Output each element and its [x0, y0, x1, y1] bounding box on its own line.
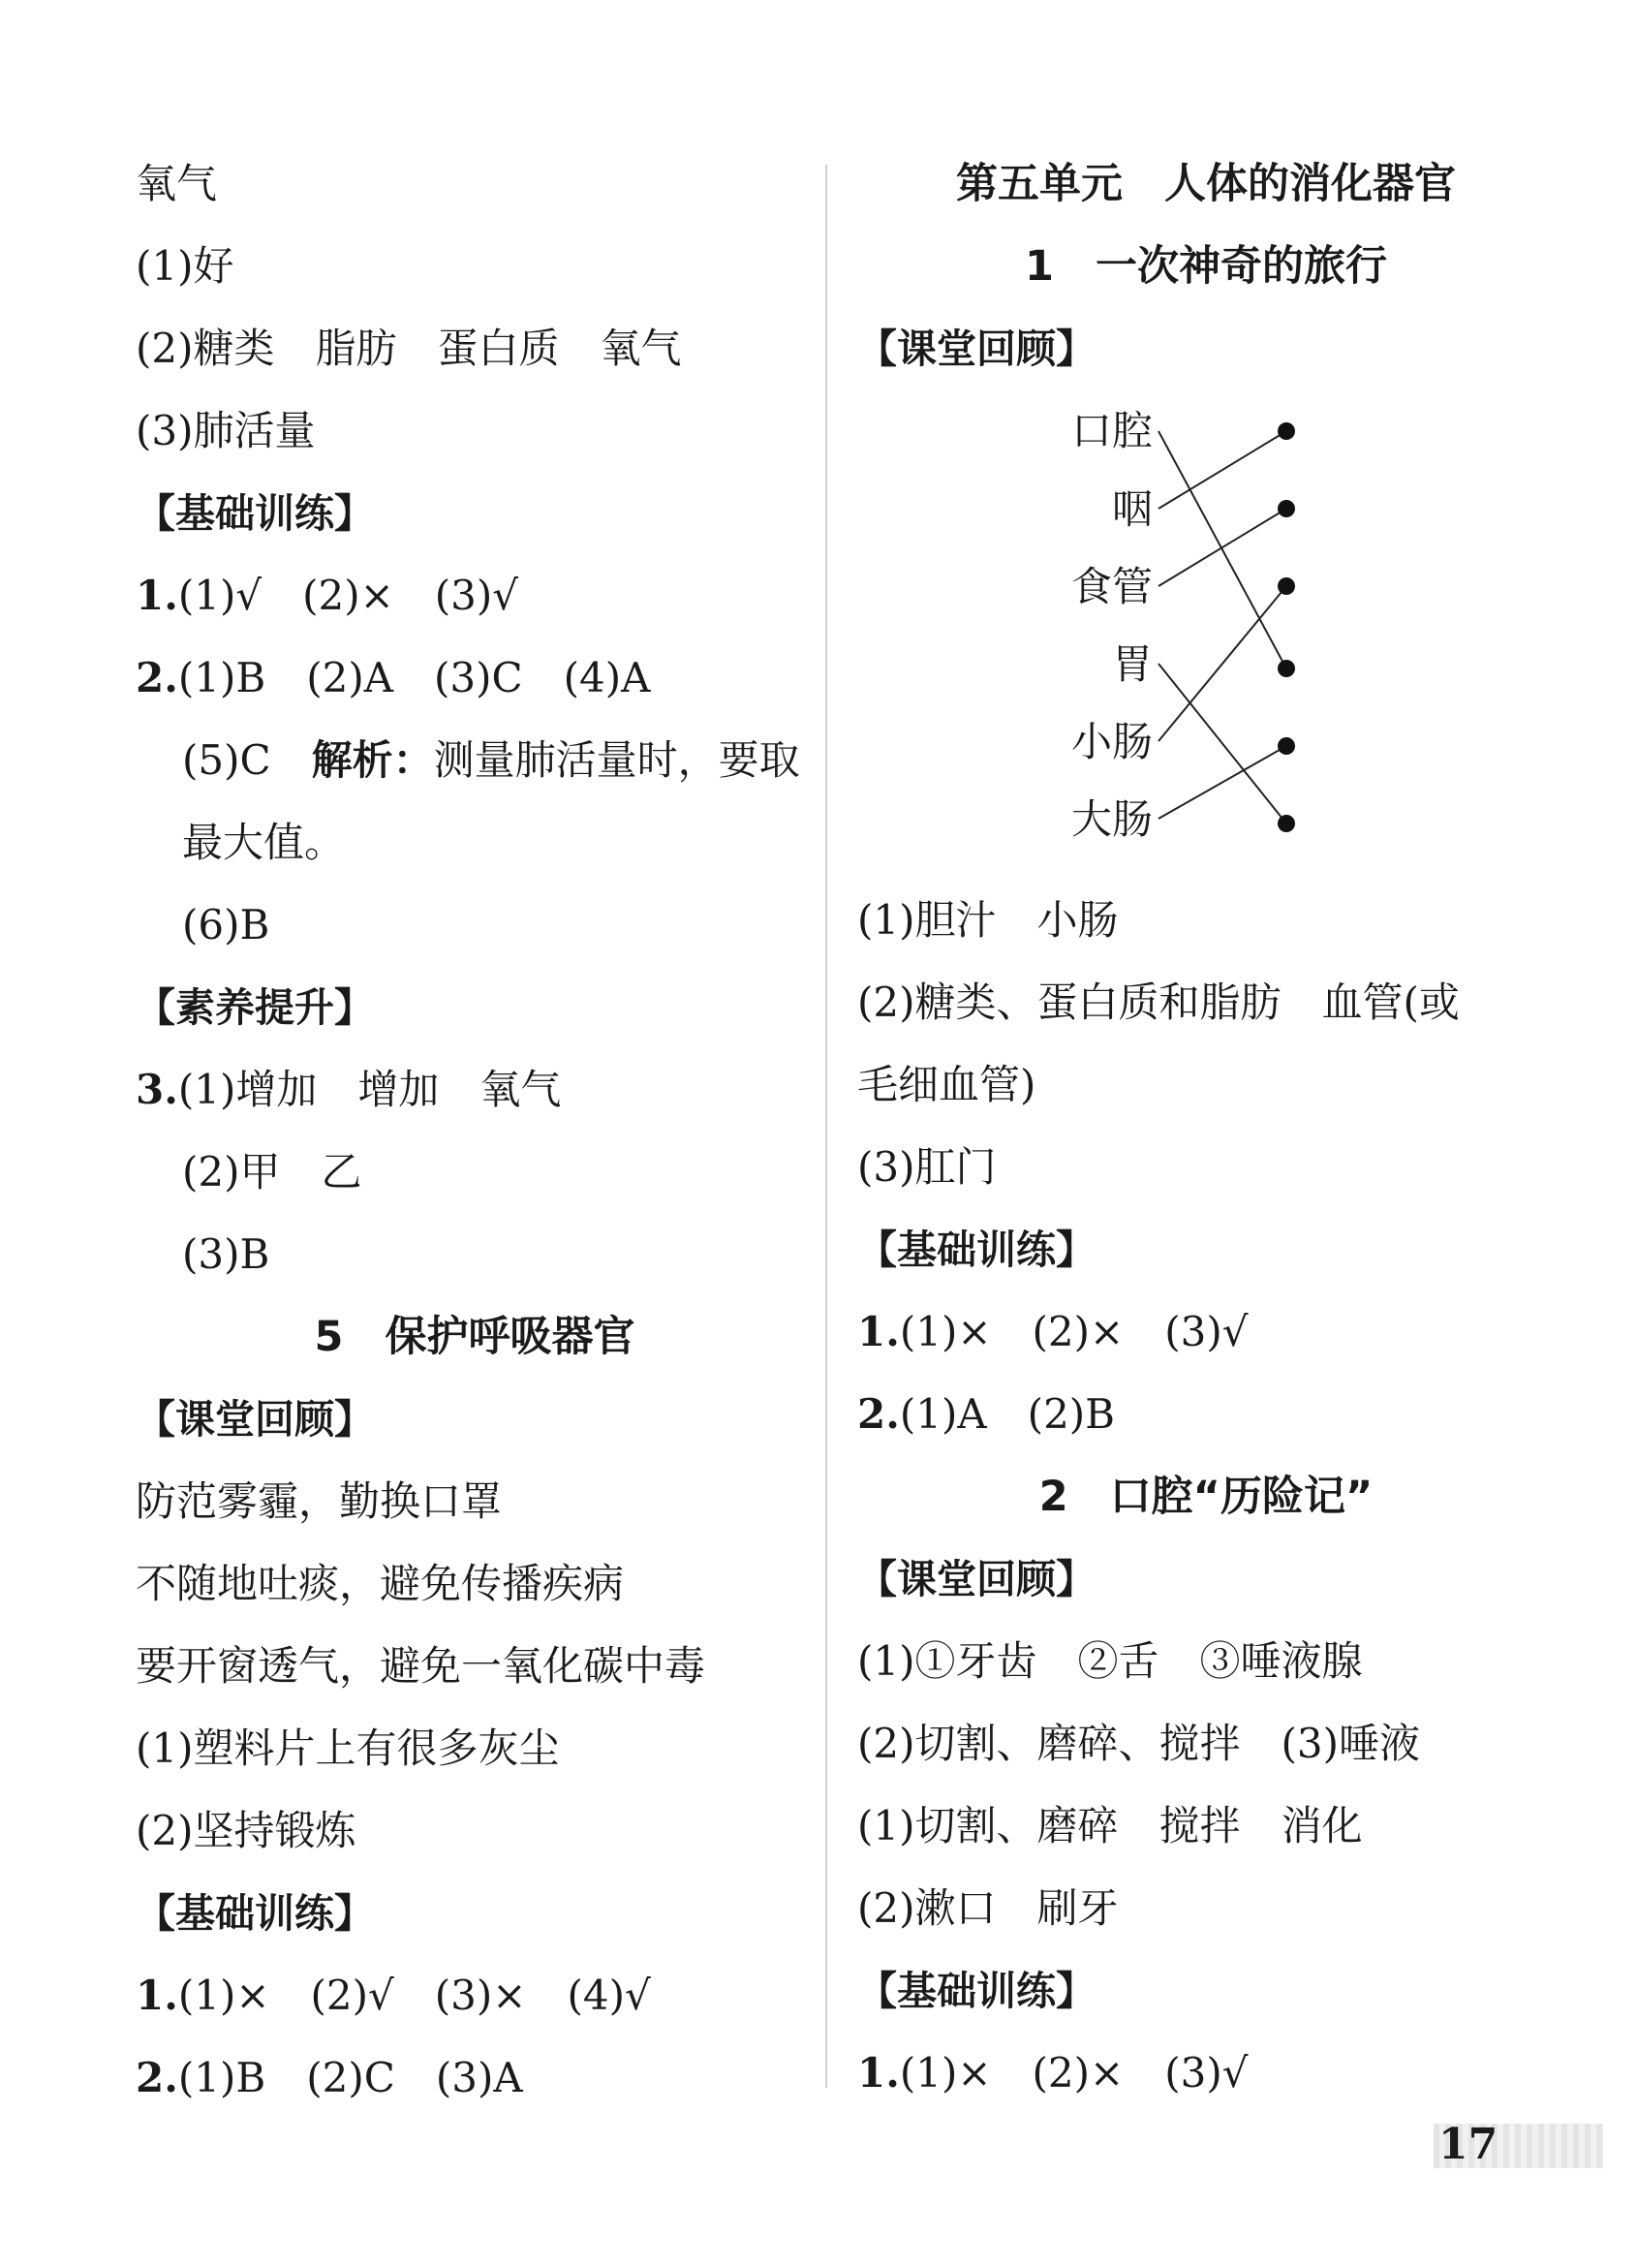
match-line	[1158, 431, 1286, 668]
question-answer: (1)A (2)B	[899, 1390, 1116, 1438]
question-number: 2.	[136, 654, 178, 701]
question-1	[136, 569, 518, 623]
question-answer: (1)增加 增加 氧气	[177, 1066, 562, 1113]
match-line	[1158, 431, 1286, 509]
answer-line: 氧气	[136, 160, 218, 207]
section-heading-basic: 【基础训练】	[136, 1890, 374, 1937]
question-number: 1.	[136, 572, 178, 619]
unit-title: 第五单元 人体的消化器官	[956, 160, 1456, 208]
lesson-1-title: 1 一次神奇的旅行	[1025, 242, 1387, 291]
section-heading-basic: 【基础训练】	[136, 490, 374, 537]
analysis-text: 测量肺活量时，要取	[433, 736, 800, 784]
match-dot	[1278, 577, 1295, 595]
lesson-5-title: 5 保护呼吸器官	[314, 1313, 635, 1361]
match-line	[1158, 509, 1286, 586]
match-line	[1158, 664, 1286, 823]
analysis-text: 最大值。	[182, 819, 346, 866]
section-heading-basic: 【基础训练】	[857, 1227, 1096, 1273]
match-label: 胃	[1111, 640, 1153, 688]
answer-line: (2)糖类 脂肪 蛋白质 氧气	[136, 325, 682, 372]
question-number: 3.	[136, 1066, 178, 1113]
answer-line: (1)①牙齿 ②舌 ③唾液腺	[857, 1637, 1363, 1685]
review-line: 不随地吐痰，避免传播疾病	[136, 1560, 625, 1607]
answer-line: 毛细血管)	[857, 1061, 1036, 1108]
review-line: 要开窗透气，避免一氧化碳中毒	[136, 1642, 706, 1690]
section-heading-review: 【课堂回顾】	[857, 1556, 1096, 1602]
column-divider	[825, 165, 827, 2088]
question-answer: (6)B	[182, 901, 270, 948]
answer-line: (1)切割、磨碎 搅拌 消化	[857, 1802, 1363, 1849]
question-number: 2.	[857, 1390, 900, 1438]
review-line: (2)坚持锻炼	[136, 1807, 356, 1854]
match-dot	[1278, 660, 1295, 677]
review-line: (1)塑料片上有很多灰尘	[136, 1724, 560, 1772]
question-answer: (1)√ (2)× (3)√	[177, 572, 519, 619]
match-label: 口腔	[1070, 407, 1153, 454]
match-line	[1158, 586, 1286, 741]
page-number: 17	[1438, 2120, 1498, 2169]
match-label: 咽	[1111, 485, 1153, 533]
lesson1-question-1	[857, 1305, 1249, 1359]
section-heading-basic: 【基础训练】	[857, 1968, 1096, 2014]
answer-line: (2)漱口 刷牙	[857, 1884, 1119, 1932]
question-answer: (2)甲 乙	[182, 1148, 362, 1196]
matching-diagram	[1056, 392, 1308, 857]
match-dot	[1278, 815, 1295, 832]
match-dot	[1278, 500, 1295, 517]
question-answer: (3)B	[182, 1230, 270, 1278]
question-answer: (1)× (2)× (3)√	[899, 2049, 1249, 2097]
answer-line: (2)糖类、蛋白质和脂肪 血管(或	[857, 979, 1460, 1026]
question-2-line2	[182, 733, 800, 788]
question-answer: (5)C	[182, 736, 312, 784]
lesson1-question-2	[857, 1387, 1115, 1442]
review-line: 防范雾霾，勤换口罩	[136, 1477, 503, 1525]
question-answer: (1)× (2)√ (3)× (4)√	[177, 1972, 651, 2019]
match-label: 食管	[1070, 563, 1153, 610]
question-2	[136, 651, 651, 705]
lesson-2-title: 2 口腔“历险记”	[1038, 1473, 1374, 1521]
section-heading-review: 【课堂回顾】	[136, 1396, 374, 1443]
match-label: 小肠	[1070, 718, 1153, 765]
analysis-label: 解析：	[311, 736, 434, 784]
match-label: 大肠	[1070, 795, 1153, 843]
lesson2-question-1	[857, 2046, 1249, 2100]
answer-line: (3)肛门	[857, 1143, 997, 1191]
question-answer: (1)B (2)C (3)A	[177, 2054, 523, 2101]
question-number: 1.	[857, 2049, 900, 2097]
match-dot	[1278, 422, 1295, 440]
section-heading-review: 【课堂回顾】	[857, 326, 1096, 372]
answer-line: (3)肺活量	[136, 407, 316, 454]
question-answer: (1)B (2)A (3)C (4)A	[177, 654, 651, 701]
match-dot	[1278, 737, 1295, 755]
answer-line: (1)胆汁 小肠	[857, 896, 1119, 944]
section-heading-improve: 【素养提升】	[136, 984, 374, 1031]
lesson5-question-2	[136, 2051, 523, 2105]
match-line	[1158, 746, 1286, 819]
question-number: 1.	[857, 1308, 900, 1355]
question-3	[136, 1063, 561, 1117]
answer-line: (2)切割、磨碎、搅拌 (3)唾液	[857, 1720, 1420, 1767]
question-number: 1.	[136, 1972, 178, 2019]
question-answer: (1)× (2)× (3)√	[899, 1308, 1249, 1355]
question-number: 2.	[136, 2054, 178, 2101]
answer-line: (1)好	[136, 242, 234, 290]
lesson5-question-1	[136, 1969, 651, 2023]
